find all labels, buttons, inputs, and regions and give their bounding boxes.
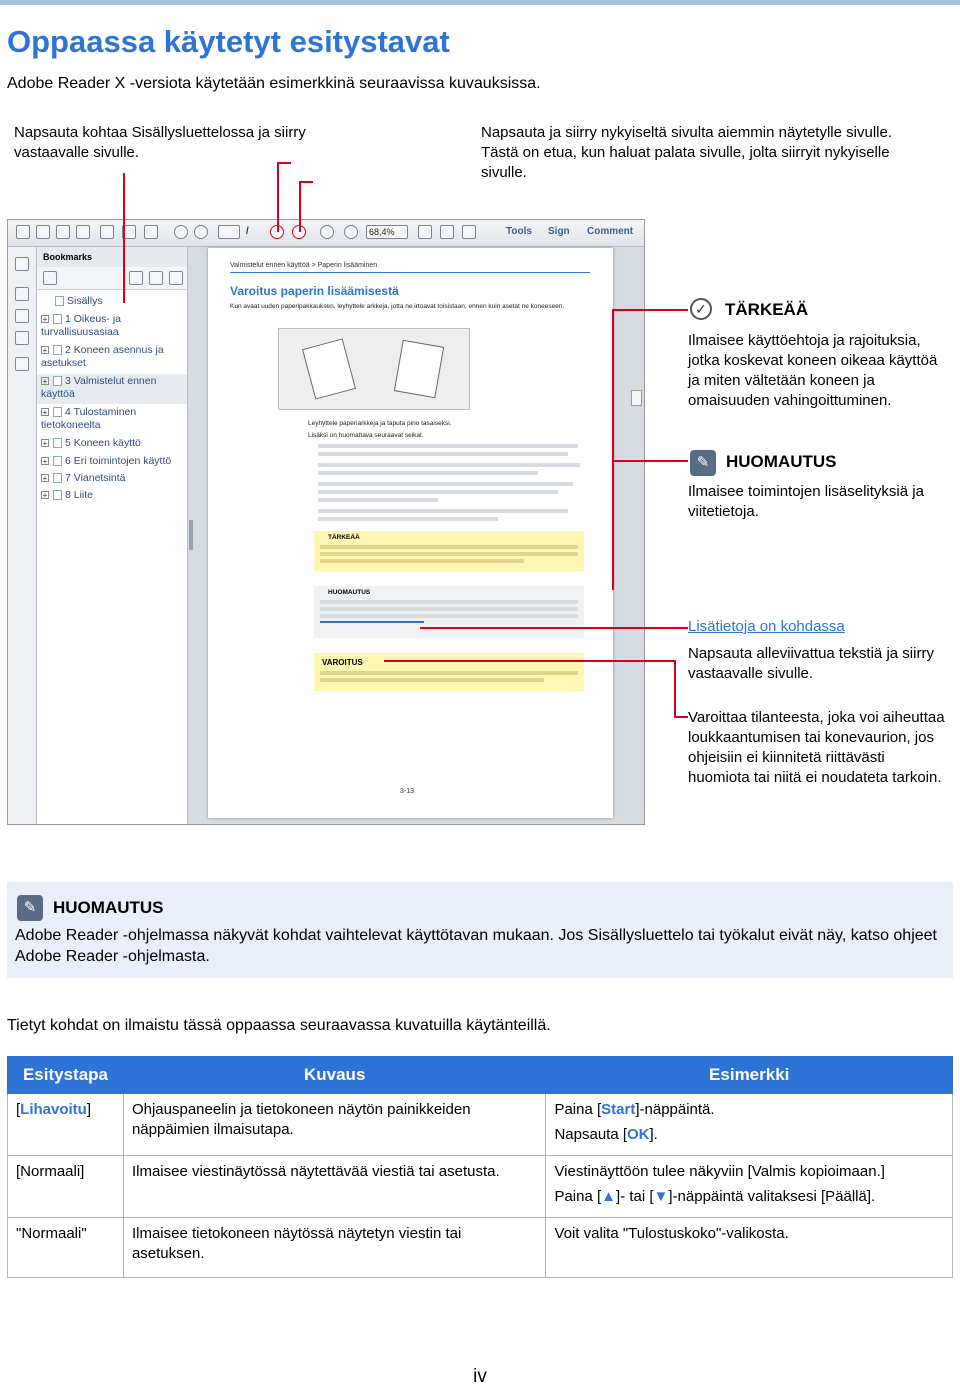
cell-style: "Normaali" bbox=[8, 1218, 124, 1278]
layers-icon[interactable] bbox=[15, 331, 29, 345]
bookmark-item[interactable]: + 7 Vianetsintä bbox=[42, 472, 126, 484]
bookmarks-toolbar bbox=[37, 267, 187, 290]
doc-heading: Varoitus paperin lisäämisestä bbox=[230, 284, 399, 298]
page-icon bbox=[53, 345, 62, 355]
delete-bookmark-icon[interactable] bbox=[129, 271, 143, 285]
edit-icon[interactable] bbox=[56, 225, 70, 239]
table-intro: Tietyt kohdat on ilmaistu tässä oppaassa seuraavassa kuvatuilla käytänteillä. bbox=[7, 1017, 551, 1034]
header-style: Esitystapa bbox=[8, 1057, 124, 1094]
doc-text-line bbox=[318, 471, 538, 475]
zoom-out-icon[interactable] bbox=[320, 225, 334, 239]
header-example: Esimerkki bbox=[546, 1057, 953, 1094]
doc-text-line bbox=[318, 463, 580, 467]
bookmarks-icon[interactable] bbox=[15, 287, 29, 301]
expand-icon[interactable]: + bbox=[42, 346, 48, 355]
doc-text-line bbox=[318, 490, 558, 494]
paper-stack-illustration bbox=[394, 340, 444, 399]
link-text: Napsauta alleviivattua tekstiä ja siirry vastaavalle sivulle. bbox=[688, 645, 934, 682]
doc-rule bbox=[230, 272, 590, 273]
cell-example: Voit valita "Tulostuskoko"-valikosta. bbox=[546, 1218, 953, 1278]
page-icon bbox=[53, 407, 62, 417]
callout-line-back-h bbox=[277, 162, 291, 164]
doc-page-number: 3-13 bbox=[400, 788, 415, 795]
doc-intro: Kun avaat uuden paperipakkauksen, leyhyttele arkkeja, jotta ne irtoavat toisistaan, ennen kuin asetat ne koneeseen. bbox=[230, 303, 565, 310]
expand-icon[interactable]: + bbox=[42, 474, 48, 483]
bookmark-item[interactable]: + 8 Liite bbox=[42, 489, 94, 501]
zoom-select[interactable]: 68,4% bbox=[366, 225, 408, 239]
doc-text-line bbox=[318, 509, 568, 513]
table-header-row bbox=[8, 1057, 953, 1094]
save-icon[interactable] bbox=[100, 225, 114, 239]
callout-line-forward bbox=[299, 181, 301, 232]
page-separator: / bbox=[246, 226, 249, 237]
zoom-in-icon[interactable] bbox=[344, 225, 358, 239]
page-icon bbox=[53, 314, 62, 324]
expand-icon[interactable]: + bbox=[42, 377, 48, 386]
cell-description: Ilmaisee viestinäytössä näytettävää viestiä tai asetusta. bbox=[123, 1156, 546, 1218]
callout-line-warning-end bbox=[674, 716, 688, 718]
page-title: Oppaassa käytetyt esitystavat bbox=[7, 24, 450, 59]
table-row bbox=[8, 1218, 953, 1278]
table-row bbox=[8, 1094, 953, 1156]
sign-button[interactable]: Sign bbox=[548, 226, 570, 237]
bookmark-item[interactable]: + 3 Valmistelut ennen käyttöä bbox=[41, 375, 157, 400]
expand-icon[interactable]: + bbox=[42, 439, 48, 448]
cloud-icon[interactable] bbox=[76, 225, 90, 239]
open-icon[interactable] bbox=[36, 225, 50, 239]
note-box-text: Adobe Reader -ohjelmassa näkyvät kohdat vaihtelevat käyttötavan mukaan. Jos Sisällysluettelo tai työkalut eivät näy, katso ohjeet Adobe Reader -ohjelmasta. bbox=[15, 927, 937, 965]
callout-line-note bbox=[612, 460, 614, 590]
page-icon bbox=[53, 456, 62, 466]
tools-button[interactable]: Tools bbox=[506, 226, 532, 237]
note-title: HUOMAUTUS bbox=[726, 452, 837, 471]
page-up-icon[interactable] bbox=[174, 225, 188, 239]
important-text: Ilmaisee käyttöehtoja ja rajoituksia, jotka koskevat koneen oikeaa käyttöä ja miten vältetään koneen ja omaisuuden vahingoittuminen. bbox=[688, 332, 938, 409]
callout-toc: Napsauta kohtaa Sisällysluettelossa ja siirry vastaavalle sivulle. bbox=[14, 124, 306, 161]
page-number-input[interactable] bbox=[218, 225, 240, 239]
expand-icon[interactable]: + bbox=[42, 408, 48, 417]
bookmarks-title: Bookmarks bbox=[37, 247, 187, 267]
callout-line-warning bbox=[674, 660, 676, 718]
callout-line-toc bbox=[123, 173, 125, 303]
email-icon[interactable] bbox=[144, 225, 158, 239]
bookmark-item[interactable]: Sisällys bbox=[55, 295, 103, 308]
attachments-icon[interactable] bbox=[15, 309, 29, 323]
expand-icon[interactable]: + bbox=[42, 315, 48, 324]
cell-example: Viestinäyttöön tulee näkyviin [Valmis kopioimaan.] Paina [▲]- tai [▼]-näppäintä valitaksesi [Päällä]. bbox=[546, 1156, 953, 1218]
doc-step1: Leyhyttele paperiarkkeja ja taputa pino tasaiseksi. bbox=[308, 420, 452, 427]
reference-link[interactable]: Lisätietoja on kohdassa bbox=[688, 618, 845, 635]
doc-important-box: TÄRKEÄÄ bbox=[314, 531, 584, 571]
bookmarks-panel bbox=[37, 247, 188, 825]
table-row bbox=[8, 1156, 953, 1218]
down-arrow-icon: ▼ bbox=[653, 1188, 669, 1205]
check-icon: ✓ bbox=[690, 298, 712, 320]
callout-line-important-h bbox=[612, 309, 688, 311]
page-icon bbox=[53, 490, 62, 500]
note-box-title: HUOMAUTUS bbox=[53, 898, 164, 917]
expand-bookmark-icon[interactable] bbox=[169, 271, 183, 285]
bookmark-item[interactable]: + 4 Tulostaminen tietokoneelta bbox=[41, 406, 137, 431]
new-bookmark-icon[interactable] bbox=[149, 271, 163, 285]
expand-icon[interactable]: + bbox=[42, 457, 48, 466]
fit-width-icon[interactable] bbox=[418, 225, 432, 239]
cell-description: Ilmaisee tietokoneen näytössä näytetyn viestin tai asetuksen. bbox=[123, 1218, 546, 1278]
callout-line-link bbox=[420, 627, 688, 629]
callout-line-forward-h bbox=[299, 181, 313, 183]
doc-text-line bbox=[318, 517, 498, 521]
callout-back: Napsauta ja siirry nykyiseltä sivulta aiemmin näytetylle sivulle. Tästä on etua, kun haluat palata sivulle, jolta siirryit nykyiselle sivulle. bbox=[481, 124, 892, 181]
doc-breadcrumb: Valmistelut ennen käyttöä > Paperin lisääminen bbox=[230, 262, 378, 269]
cell-description: Ohjauspaneelin ja tietokoneen näytön painikkeiden näppäimien ilmaisutapa. bbox=[123, 1094, 546, 1156]
cell-style: [Lihavoitu] bbox=[8, 1094, 124, 1156]
bookmark-item[interactable]: + 5 Koneen käyttö bbox=[42, 437, 141, 449]
cell-style: [Normaali] bbox=[8, 1156, 124, 1218]
header-description: Kuvaus bbox=[123, 1057, 546, 1094]
document-page bbox=[208, 248, 613, 818]
signatures-icon[interactable] bbox=[15, 357, 29, 371]
bookmark-item[interactable]: + 2 Koneen asennus ja asetukset bbox=[41, 344, 164, 369]
magnifier-note-icon: ✎ bbox=[690, 450, 716, 476]
read-mode-icon[interactable] bbox=[462, 225, 476, 239]
page-icon bbox=[53, 438, 62, 448]
up-arrow-icon: ▲ bbox=[601, 1188, 617, 1205]
page-subtitle: Adobe Reader X -versiota käytetään esimerkkinä seuraavissa kuvauksissa. bbox=[7, 75, 541, 92]
pages-icon[interactable] bbox=[15, 257, 29, 271]
doc-note-box: HUOMAUTUS bbox=[314, 586, 584, 638]
magnifier-note-icon: ✎ bbox=[17, 895, 43, 921]
cell-example: Paina [Start]-näppäintä. Napsauta [OK]. bbox=[546, 1094, 953, 1156]
doc-step2: Lisäksi on huomattava seuraavat seikat. bbox=[308, 432, 424, 439]
doc-text-line bbox=[318, 482, 573, 486]
page-down-icon[interactable] bbox=[194, 225, 208, 239]
scrollbar-thumb[interactable] bbox=[631, 390, 642, 406]
doc-text-line bbox=[318, 498, 438, 502]
bookmark-item[interactable]: + 1 Oikeus- ja turvallisuusasiaa bbox=[41, 313, 122, 338]
note-text: Ilmaisee toimintojen lisäselityksiä ja viitetietoja. bbox=[688, 483, 924, 520]
navigation-strip bbox=[8, 247, 37, 825]
callout-line-back bbox=[277, 162, 279, 232]
doc-text-line bbox=[318, 444, 578, 448]
reader-toolbar bbox=[8, 220, 644, 247]
page-icon bbox=[55, 296, 64, 306]
conventions-table bbox=[7, 1056, 953, 1278]
top-rule bbox=[0, 0, 960, 5]
note-box bbox=[7, 882, 953, 978]
important-title: TÄRKEÄÄ bbox=[725, 300, 809, 319]
page-icon bbox=[53, 376, 62, 386]
doc-warning-box: VAROITUS bbox=[314, 653, 584, 691]
create-icon[interactable] bbox=[16, 225, 30, 239]
callout-line-warning-h bbox=[384, 660, 674, 662]
panel-splitter[interactable] bbox=[189, 520, 193, 550]
fit-page-icon[interactable] bbox=[440, 225, 454, 239]
page-icon bbox=[53, 473, 62, 483]
doc-text-line bbox=[318, 452, 568, 456]
options-icon[interactable] bbox=[43, 271, 57, 285]
warning-text: Varoittaa tilanteesta, joka voi aiheuttaa loukkaantumisen tai konevaurion, jos ohjeisiin ei kiinnitetä riittävästi huomiota tai niitä ei noudateta tarkoin. bbox=[688, 709, 945, 786]
adobe-reader-window bbox=[7, 219, 645, 825]
expand-icon[interactable]: + bbox=[42, 491, 48, 500]
page-number: iv bbox=[473, 1366, 487, 1387]
callout-line-note-h bbox=[612, 460, 688, 462]
comment-button[interactable]: Comment bbox=[587, 226, 634, 237]
bookmark-item[interactable]: + 6 Eri toimintojen käyttö bbox=[42, 455, 172, 467]
